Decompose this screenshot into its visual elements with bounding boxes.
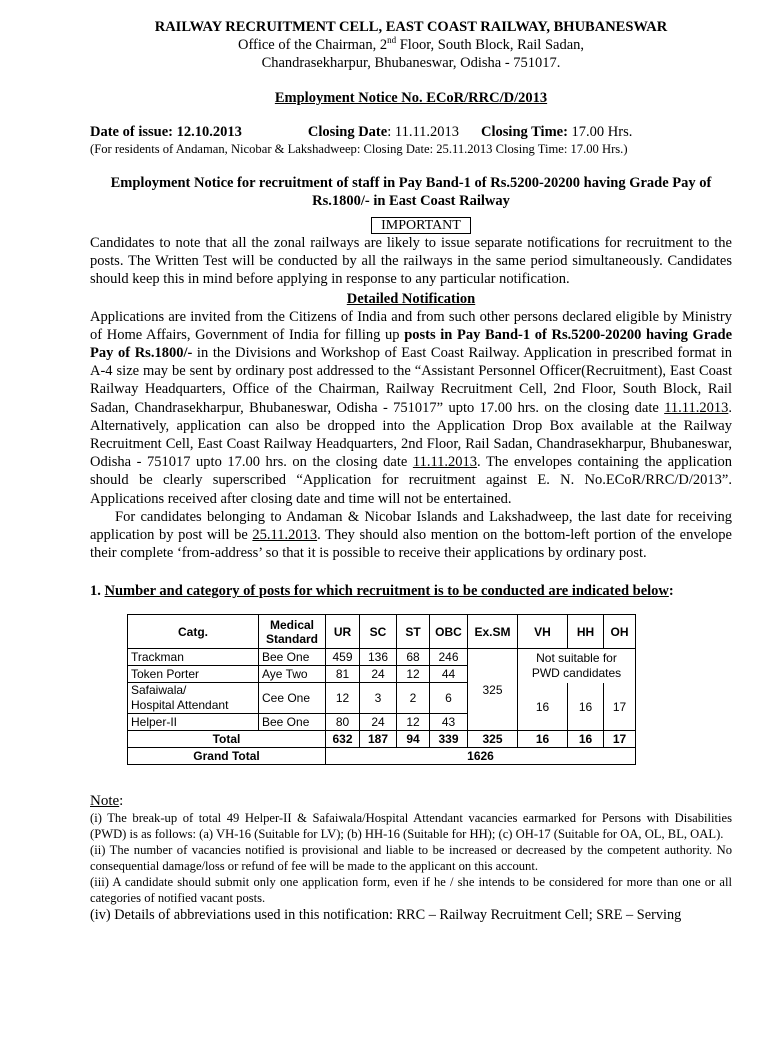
total-obc: 339: [430, 731, 468, 748]
total-ur: 632: [326, 731, 360, 748]
header-address-line-2: Chandrasekharpur, Bhubaneswar, Odisha - 751017.: [261, 55, 561, 71]
cell-sc: 24: [360, 666, 397, 683]
cell-obc: 6: [430, 683, 468, 714]
header-address-line-1: [90, 36, 732, 54]
total-hh: 16: [568, 731, 604, 748]
detailed-notification-heading: Detailed Notification: [346, 290, 476, 307]
note-item: (iii) A candidate should submit only one application form, even if he / she intends to be considered for more than one or all categories of notified vacant posts.: [90, 875, 732, 906]
col-header: Catg.: [128, 615, 259, 649]
notice-headline: Employment Notice for recruitment of staff in Pay Band-1 of Rs.5200-20200 having Grade Pay of Rs.1800/- in East Coast Railway: [110, 175, 712, 209]
cell-sc: 3: [360, 683, 397, 714]
note-item: (i) The break-up of total 49 Helper-II & Safaiwala/Hospital Attendant vacancies earmarked for Persons with Disabilities (PWD) is as follows: (a) VH-16 (Suitable for LV); (b) HH-16 (Suitable for HH); (c) OH-17 (Suitable for OA, OL, BL, OAL).: [90, 811, 732, 842]
cell-category: Helper-II: [128, 714, 259, 731]
cell-medical-standard: Aye Two: [259, 666, 326, 683]
important-paragraph: Candidates to note that all the zonal railways are likely to issue separate notifications for recruitment to the posts. The Written Test will be conducted by all the railways in the same period simultaneously. Candidates should keep this in mind before applying in response to any particular notification.: [90, 235, 732, 288]
document-header-title: RAILWAY RECRUITMENT CELL, EAST COAST RAILWAY, BHUBANESWAR: [154, 19, 668, 35]
detailed-paragraph-2: For candidates belonging to Andaman & Nicobar Islands and Lakshadweep, the last date for receiving application by post will be 25.11.2013. They should also mention on the bottom-left portion of the envelope their complete ‘from-address’ so that it is possible to receive their applications by ordinary post.: [90, 508, 732, 562]
cell-st: 12: [397, 666, 430, 683]
closing-time-label: Closing Time:: [481, 124, 568, 140]
cell-ur: 81: [326, 666, 360, 683]
cell-not-suitable-pwd: Not suitable for PWD candidates: [518, 649, 636, 683]
total-sc: 187: [360, 731, 397, 748]
cell-hh: 16: [568, 683, 604, 731]
cell-st: 68: [397, 649, 430, 666]
col-header: OH: [604, 615, 636, 649]
note-item: (ii) The number of vacancies notified is provisional and liable to be increased or decreased by the competent authority. No consequential damage/loss or refund of fee will be made to the applicant on this account.: [90, 843, 732, 874]
document-page: [0, 18, 770, 1042]
table-total-row: [128, 731, 636, 748]
col-header: SC: [360, 615, 397, 649]
date-of-issue: Date of issue: 12.10.2013: [90, 124, 242, 140]
cell-sc: 136: [360, 649, 397, 666]
closing-date-inline-1: 11.11.2013: [664, 399, 729, 416]
cell-oh: 17: [604, 683, 636, 731]
cell-ur: 459: [326, 649, 360, 666]
cell-obc: 44: [430, 666, 468, 683]
total-label: Total: [128, 731, 326, 748]
residents-closing-note: (For residents of Andaman, Nicobar & Lakshadweep: Closing Date: 25.11.2013 Closing Time: 17.00 Hrs.): [90, 142, 628, 156]
cell-medical-standard: Bee One: [259, 714, 326, 731]
table-grand-total-row: [128, 748, 636, 765]
closing-date-inline-2: 11.11.2013: [412, 454, 478, 471]
dates-row: [90, 123, 732, 141]
col-header: VH: [518, 615, 568, 649]
cell-vh: 16: [518, 683, 568, 731]
closing-time-value: 17.00 Hrs.: [567, 124, 633, 140]
total-oh: 17: [604, 731, 636, 748]
cell-obc: 43: [430, 714, 468, 731]
col-header: OBC: [430, 615, 468, 649]
detailed-paragraph-1: Applications are invited from the Citizens of India and from such other persons declared eligible by Ministry of Home Affairs, Government of India for filling up posts in Pay Band-1 of Rs.5200-20200 having Grade Pay of Rs.1800/- in the Divisions and Workshop of East Coast Railway. Application in prescribed format in A-4 size may be sent by ordinary post addressed to the “Assistant Personnel Officer(Recruitment), East Coast Railway Headquarters, Office of the Chairman, Railway Recruitment Cell, 2nd Floor, South Block, Rail Sadan, Chandrasekharpur, Bhubaneswar, Odisha - 751017” upto 17.00 hrs. on the closing date 11.11.2013. Alternatively, application can also be dropped into the Application Drop Box available at the Railway Recruitment Cell, East Coast Railway Headquarters, 2nd Floor, Rail Sadan, Chandrasekharpur, Bhubaneswar, Odisha - 751017 upto 17.00 hrs. on the closing date 11.11.2013. The envelopes containing the application should be clearly superscribed “Application for recruitment against E. N. No.ECoR/RRC/D/2013”. Applications received after closing date and time will not be entertained.: [90, 308, 733, 507]
col-header: HH: [568, 615, 604, 649]
table-row: [128, 683, 636, 714]
andaman-last-date: 25.11.2013: [252, 527, 318, 544]
cell-obc: 246: [430, 649, 468, 666]
cell-st: 2: [397, 683, 430, 714]
col-header: ST: [397, 615, 430, 649]
cell-st: 12: [397, 714, 430, 731]
cell-category: Trackman: [128, 649, 259, 666]
total-exsm: 325: [468, 731, 518, 748]
cell-medical-standard: Bee One: [259, 649, 326, 666]
cell-exsm-merged: 325: [468, 649, 518, 731]
grand-total-value: 1626: [326, 748, 636, 765]
employment-notice-number: Employment Notice No. ECoR/RRC/D/2013: [274, 90, 548, 106]
posts-section-heading: 1. Number and category of posts for which recruitment is to be conducted are indicated below:: [90, 583, 674, 600]
closing-date-value: : 11.11.2013: [387, 124, 460, 140]
note-item: (iv) Details of abbreviations used in this notification: RRC – Railway Recruitment Cell; SRE – Serving: [90, 907, 682, 924]
closing-date-label: Closing Date: [307, 124, 388, 140]
total-st: 94: [397, 731, 430, 748]
cell-ur: 80: [326, 714, 360, 731]
col-header: Ex.SM: [468, 615, 518, 649]
vacancy-table: [127, 614, 636, 765]
address-floor: Floor, South Block, Rail Sadan,: [396, 37, 585, 53]
cell-category: Token Porter: [128, 666, 259, 683]
cell-ur: 12: [326, 683, 360, 714]
cell-sc: 24: [360, 714, 397, 731]
total-vh: 16: [518, 731, 568, 748]
pay-band-emphasis: posts in Pay Band-1 of Rs.5200-20200 having Grade Pay of Rs.1800/-: [90, 326, 733, 362]
table-row: [128, 649, 636, 666]
address-office: Office of the Chairman, 2: [237, 37, 388, 53]
cell-medical-standard: Cee One: [259, 683, 326, 714]
address-ordinal-suffix: nd: [387, 35, 397, 46]
col-header: Medical Standard: [259, 615, 326, 649]
grand-total-label: Grand Total: [128, 748, 326, 765]
table-header-row: [128, 615, 636, 649]
col-header: UR: [326, 615, 360, 649]
important-label-box: IMPORTANT: [371, 217, 471, 234]
cell-category: Safaiwala/ Hospital Attendant: [128, 683, 259, 714]
note-heading: Note:: [90, 793, 124, 810]
